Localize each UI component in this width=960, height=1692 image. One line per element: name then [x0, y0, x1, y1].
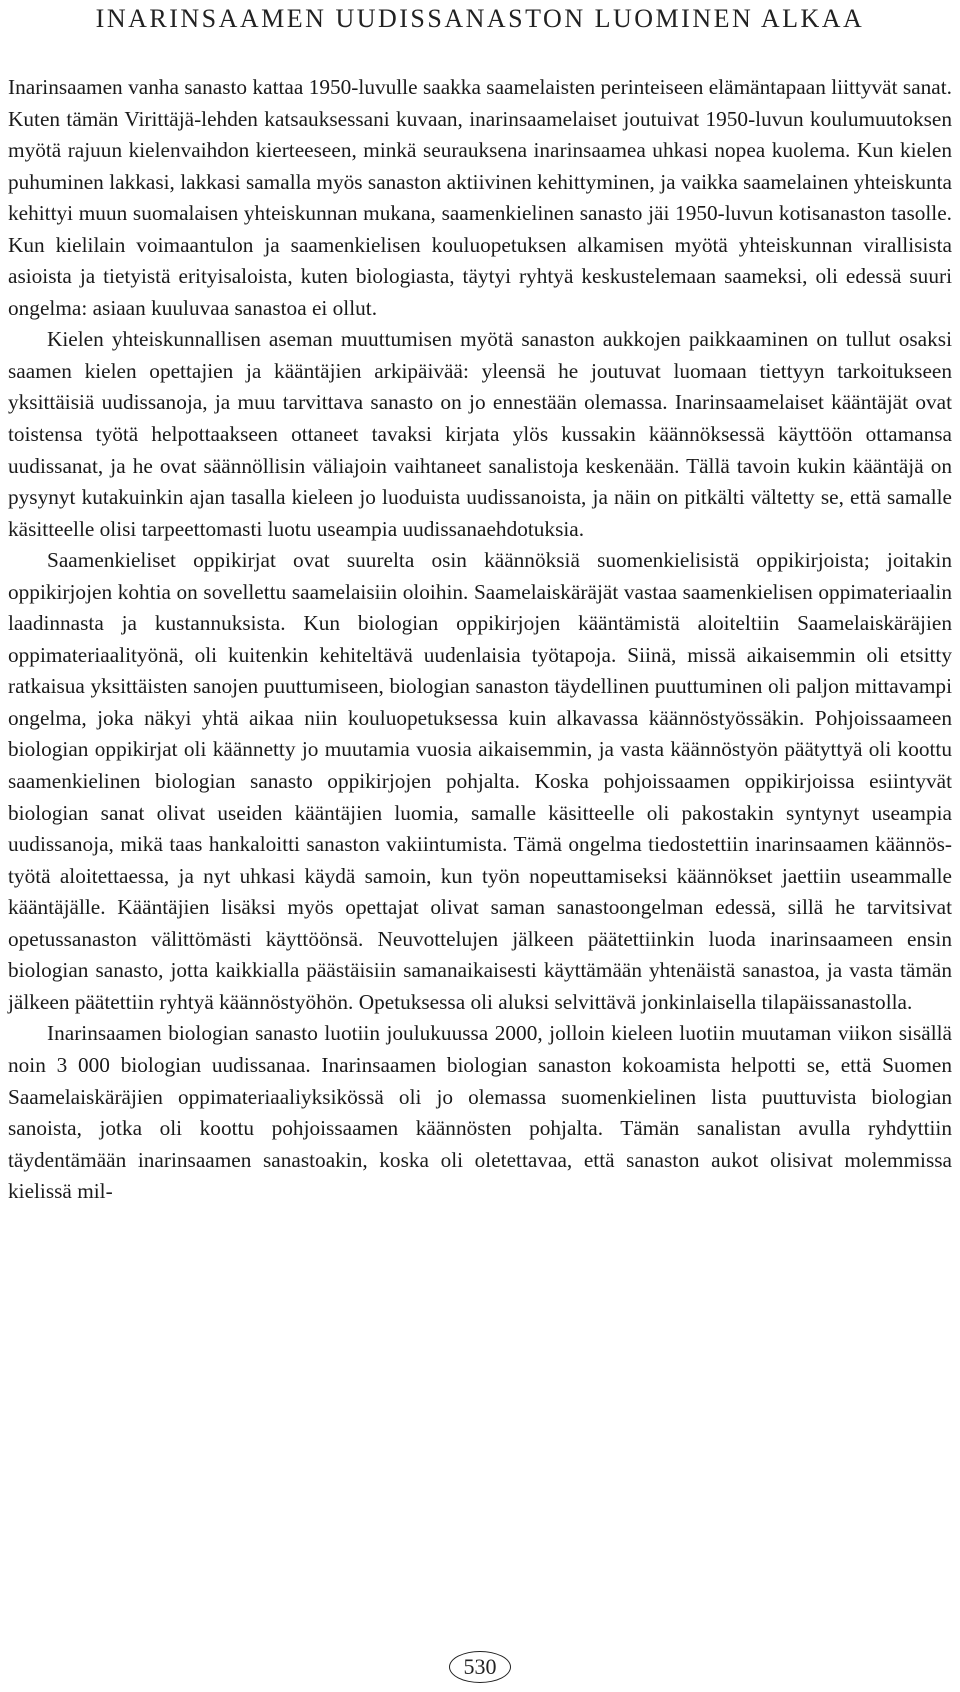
- paragraph-1: Inarinsaamen vanha sanasto kattaa 1950-luvulle saakka saamelaisten perinteiseen elämäntapaan liittyvät sanat. Kuten tämän Virittäjä-lehden katsauksessani kuvaan, inarinsaamelaiset joutuivat 1950-luvun koulumuutoksen myötä rajuun kielenvaihdon kierteeseen, minkä seurauksena inarinsaamea uhkasi nopea kuolema. Kun kielen puhuminen lakkasi, lakkasi samalla myös sanaston aktiivinen kehittyminen, ja vaikka saamelainen yhteiskunta kehittyi muun suomalaisen yhteiskunnan mukana, saamenkielinen sanasto jäi 1950-luvun kotisanaston tasolle. Kun kielilain voimaantulon ja saamenkielisen kouluopetuksen alkamisen myötä yhteiskunnan virallisista asioista ja tietyistä erityisaloista, kuten biologiasta, täytyi ryhtyä keskustelemaan saameksi, oli edessä suuri ongelma: asiaan kuuluvaa sanastoa ei ollut.: [8, 75, 952, 320]
- page-number: 530: [449, 1651, 511, 1683]
- body-text: [8, 72, 952, 1208]
- paragraph-4: Inarinsaamen biologian sanasto luotiin joulukuussa 2000, jolloin kieleen luotiin muutaman viikon sisällä noin 3 000 biologian uudissanaa. Inarinsaamen biologian sanaston kokoamista helpotti se, että Suomen Saamelaiskäräjien oppimateriaaliyksikössä oli jo olemassa suomenkielinen lista puuttuvista biologian sanoista, jotka oli koottu pohjoissaamen käännösten pohjalta. Tämän sanalistan avulla ryhdyttiin täydentämään inarinsaamen sanastoakin, koska oli oletettavaa, että sanaston aukot olisivat molemmissa kielissä mil-: [8, 1021, 952, 1204]
- paragraph-2: Kielen yhteiskunnallisen aseman muuttumisen myötä sanaston aukkojen paikkaaminen on tullut osaksi saamen kielen opettajien ja kääntäjien arkipäivää: yleensä he joutuvat luomaan tiettyyn tarkoitukseen yksittäisiä uudissanoja, ja muu tarvittava sanasto on jo ennestään olemassa. Inarinsaamelaiset kääntäjät ovat toistensa työtä helpottaakseen ottaneet tavaksi kirjata ylös kussakin käännöksessä käyttöön ottamansa uudissanat, ja he ovat säännöllisin väliajoin vaihtaneet sanalistoja keskenään. Tällä tavoin kukin kääntäjä on pysynyt kutakuinkin ajan tasalla kieleen jo luoduista uudissanoista, ja näin on pitkälti vältetty se, että samalle käsitteelle olisi tarpeettomasti luotu useampia uudissanaehdotuksia.: [8, 327, 952, 541]
- running-header: INARINSAAMEN UUDISSANASTON LUOMINEN ALKAA: [95, 4, 865, 33]
- paragraph-3: Saamenkieliset oppikirjat ovat suurelta osin käännöksiä suomenkielisistä oppikirjoista; joitakin oppikirjojen kohtia on sovellettu saamelaisiin oloihin. Saamelaiskäräjät vastaa saamenkielisen oppimateriaalin laadinnasta ja kustannuksista. Kun biologian oppikirjojen kääntämistä aloiteltiin Saamelaiskäräjien oppimateriaalityönä, oli kuitenkin kehiteltävä uudenlaisia työtapoja. Siinä, missä aikaisemmin oli etsitty ratkaisua yksittäisten sanojen puuttumiseen, biologian sanaston täydellinen puuttuminen oli paljon mittavampi ongelma, joka näkyi yhtä aikaa niin kouluopetuksessa kuin alkavassa käännöstyössäkin. Pohjoissaameen biologian oppikirjat oli käännetty jo muutamia vuosia aikaisemmin, ja vasta käännöstyön päätyttyä oli koottu saamenkielinen biologian sanasto oppikirjojen pohjalta. Koska pohjoissaamen oppikirjoissa esiintyvät biologian sanat olivat useiden kääntäjien luomia, samalle käsitteelle oli pakostakin syntynyt useampia uudissanoja, mikä taas hankaloitti sanaston vakiintumista. Tämä ongelma tiedostettiin inarinsaamen käännöstyötä aloitettaessa, ja nyt uhkasi käydä samoin, kun työn nopeuttamiseksi käännökset jaettiin useammalle kääntäjälle. Kääntäjien lisäksi myös opettajat olivat saman sanastoongelman edessä, sillä he tarvitsivat opetussanaston välittömästi käyttöönsä. Neuvottelujen jälkeen päätettiinkin luoda inarinsaameen ensin biologian sanasto, jotta kaikkialla päästäisiin samanaikaisesti käyttämään yhtenäistä sanastoa, ja vasta tämän jälkeen päätettiin ryhtyä käännöstyöhön. Opetuksessa oli aluksi selvittävä jonkinlaisella tilapäissanastolla.: [8, 548, 952, 1014]
- page-footer: [0, 1651, 960, 1683]
